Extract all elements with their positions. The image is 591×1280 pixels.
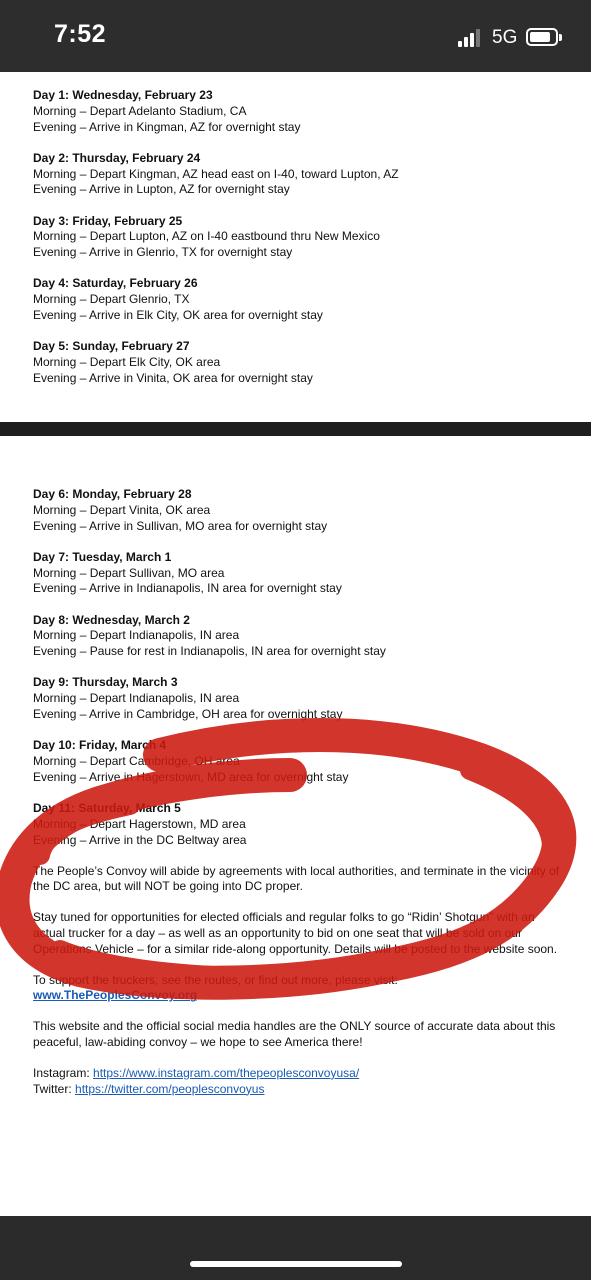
day-evening: Evening – Arrive in Vinita, OK area for overnight stay <box>33 370 313 385</box>
day-evening: Evening – Arrive in Sullivan, MO area for overnight stay <box>33 518 328 533</box>
itinerary-list-1 <box>33 88 399 402</box>
itinerary-day <box>33 675 563 722</box>
cellular-signal-icon <box>458 29 482 47</box>
itinerary-list-2 <box>33 487 563 1097</box>
day-evening: Evening – Arrive in Hagerstown, MD area for overnight stay <box>33 769 349 784</box>
day-heading: Day 6: Monday, February 28 <box>33 487 192 501</box>
document-page-2 <box>0 436 591 1216</box>
status-bar <box>0 0 591 72</box>
support-text: To support the truckers, see the routes, or find out more, please visit: <box>33 972 398 987</box>
itinerary-day <box>33 613 563 660</box>
itinerary-day <box>33 550 563 597</box>
itinerary-day <box>33 214 399 261</box>
twitter-label: Twitter: <box>33 1081 76 1096</box>
website-link[interactable]: www.ThePeoplesConvoy.org <box>33 988 198 1003</box>
day-heading: Day 10: Friday, March 4 <box>33 738 167 753</box>
day-morning: Morning – Depart Lupton, AZ on I-40 eastbound thru New Mexico <box>33 229 380 244</box>
day-heading: Day 11: Saturday, March 5 <box>33 800 181 815</box>
document-page-1 <box>0 72 591 422</box>
day-evening: Evening – Arrive in Elk City, OK area for overnight stay <box>33 307 323 322</box>
day-morning: Morning – Depart Indianapolis, IN area <box>33 691 240 706</box>
clock: 7:52 <box>54 20 107 48</box>
day-heading: Day 4: Saturday, February 26 <box>33 276 198 291</box>
instagram-link[interactable]: https://www.instagram.com/thepeoplesconvoyusa/ <box>93 1065 360 1080</box>
day-heading: Day 9: Thursday, March 3 <box>33 675 178 690</box>
bottom-bar <box>0 1216 591 1280</box>
itinerary-day <box>33 151 399 198</box>
day-evening: Evening – Arrive in Kingman, AZ for overnight stay <box>33 119 301 134</box>
twitter-link[interactable]: https://twitter.com/peoplesconvoyus <box>75 1081 265 1096</box>
itinerary-day <box>33 738 563 785</box>
itinerary-day <box>33 276 399 323</box>
day-evening: Evening – Arrive in Lupton, AZ for overnight stay <box>33 182 290 197</box>
terminate-paragraph: The People’s Convoy will abide by agreements with local authorities, and terminate in the vicinity of the DC area, but will NOT be going into DC proper. <box>33 863 560 894</box>
day-morning: Morning – Depart Kingman, AZ head east on I-40, toward Lupton, AZ <box>33 166 399 181</box>
day-morning: Morning – Depart Cambridge, OH area <box>33 753 240 768</box>
home-indicator[interactable] <box>190 1261 402 1267</box>
itinerary-day <box>33 88 399 135</box>
social-links <box>33 1066 563 1098</box>
day-heading: Day 2: Thursday, February 24 <box>33 150 201 165</box>
day-evening: Evening – Arrive in Indianapolis, IN area for overnight stay <box>33 581 342 596</box>
day-heading: Day 3: Friday, February 25 <box>33 213 183 228</box>
day-heading: Day 7: Tuesday, March 1 <box>33 549 172 564</box>
network-type: 5G <box>492 27 518 48</box>
page-divider <box>0 422 591 436</box>
day-evening: Evening – Arrive in the DC Beltway area <box>33 832 247 847</box>
day-morning: Morning – Depart Glenrio, TX <box>33 292 190 307</box>
day-evening: Evening – Pause for rest in Indianapolis, IN area for overnight stay <box>33 644 386 659</box>
day-heading: Day 1: Wednesday, February 23 <box>33 88 213 102</box>
day-evening: Evening – Arrive in Glenrio, TX for overnight stay <box>33 245 293 260</box>
support-paragraph <box>33 973 563 1005</box>
official-source-paragraph: This website and the official social media handles are the ONLY source of accurate data about this peaceful, law-abiding convoy – we hope to see America there! <box>33 1019 556 1050</box>
day-morning: Morning – Depart Adelanto Stadium, CA <box>33 103 247 118</box>
day-morning: Morning – Depart Indianapolis, IN area <box>33 628 240 643</box>
itinerary-day <box>33 801 563 848</box>
battery-icon <box>526 28 558 46</box>
day-heading: Day 8: Wednesday, March 2 <box>33 612 190 627</box>
instagram-label: Instagram: <box>33 1065 94 1080</box>
day-evening: Evening – Arrive in Cambridge, OH area for overnight stay <box>33 706 343 721</box>
ride-shotgun-paragraph: Stay tuned for opportunities for elected officials and regular folks to go “Ridin’ Shotgun” with an actual trucker for a day – as well as an opportunity to bid on one seat that will be sold on our Operations Vehicle – for a similar ride-along opportunity. Details will be posted to the website soon. <box>33 910 558 956</box>
day-morning: Morning – Depart Sullivan, MO area <box>33 565 225 580</box>
itinerary-day <box>33 339 399 386</box>
day-morning: Morning – Depart Elk City, OK area <box>33 354 221 369</box>
day-heading: Day 5: Sunday, February 27 <box>33 339 190 354</box>
itinerary-day <box>33 487 563 534</box>
day-morning: Morning – Depart Vinita, OK area <box>33 502 211 517</box>
day-morning: Morning – Depart Hagerstown, MD area <box>33 816 246 831</box>
